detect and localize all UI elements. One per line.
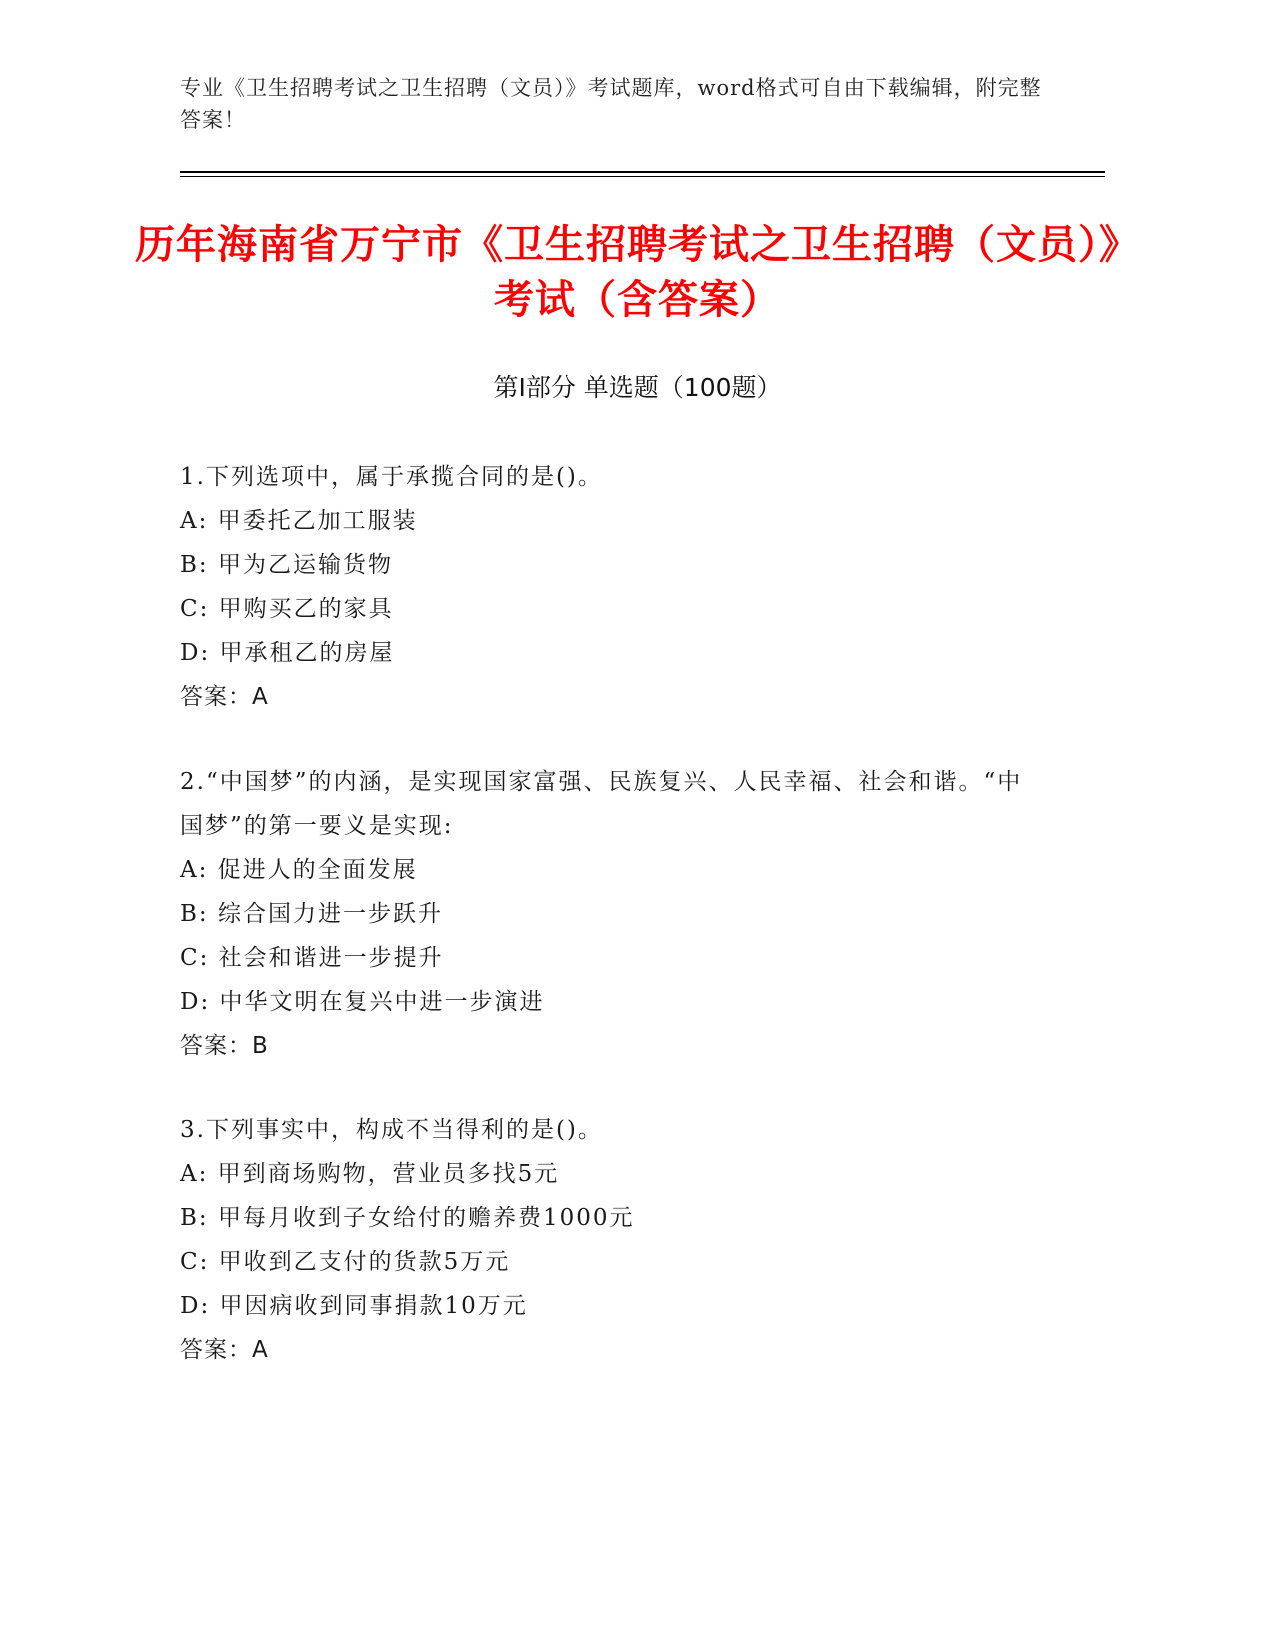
option-a: A: 甲委托乙加工服装 xyxy=(180,508,418,534)
option-b: B: 甲每月收到子女给付的赡养费1000元 xyxy=(180,1205,635,1231)
section-heading: 第Ⅰ部分 单选题（100题） xyxy=(493,373,782,402)
option-a: A: 促进人的全面发展 xyxy=(180,857,418,883)
option-c: C: 甲收到乙支付的货款5万元 xyxy=(180,1249,511,1275)
document-title: 历年海南省万宁市《卫生招聘考试之卫生招聘（文员）》考试（含答案） xyxy=(135,222,1140,323)
answer: 答案：A xyxy=(180,684,269,710)
option-d: D: 甲因病收到同事捐款10万元 xyxy=(180,1293,528,1319)
option-b: B: 综合国力进一步跃升 xyxy=(180,901,443,927)
question-1 xyxy=(180,455,1080,719)
header-rule-thick xyxy=(180,171,1105,173)
question-3 xyxy=(180,1108,1080,1372)
header-rule-thin xyxy=(180,176,1105,177)
question-stem: 2.“中国梦”的内涵，是实现国家富强、民族复兴、人民幸福、社会和谐。“中国梦”的第一要义是实现: xyxy=(180,769,1023,839)
option-d: D: 中华文明在复兴中进一步演进 xyxy=(180,989,545,1015)
option-a: A: 甲到商场购物，营业员多找5元 xyxy=(180,1161,560,1187)
header-note: 专业《卫生招聘考试之卫生招聘（文员）》考试题库，word格式可自由下载编辑，附完整答案！ xyxy=(180,76,1042,132)
option-c: C: 社会和谐进一步提升 xyxy=(180,945,444,971)
answer: 答案：B xyxy=(180,1033,269,1059)
option-b: B: 甲为乙运输货物 xyxy=(180,552,393,578)
question-stem: 3.下列事实中，构成不当得利的是()。 xyxy=(180,1117,603,1143)
option-d: D: 甲承租乙的房屋 xyxy=(180,640,395,666)
question-2 xyxy=(180,760,1080,1068)
question-stem: 1.下列选项中，属于承揽合同的是()。 xyxy=(180,464,603,490)
option-c: C: 甲购买乙的家具 xyxy=(180,596,394,622)
answer: 答案：A xyxy=(180,1337,269,1363)
